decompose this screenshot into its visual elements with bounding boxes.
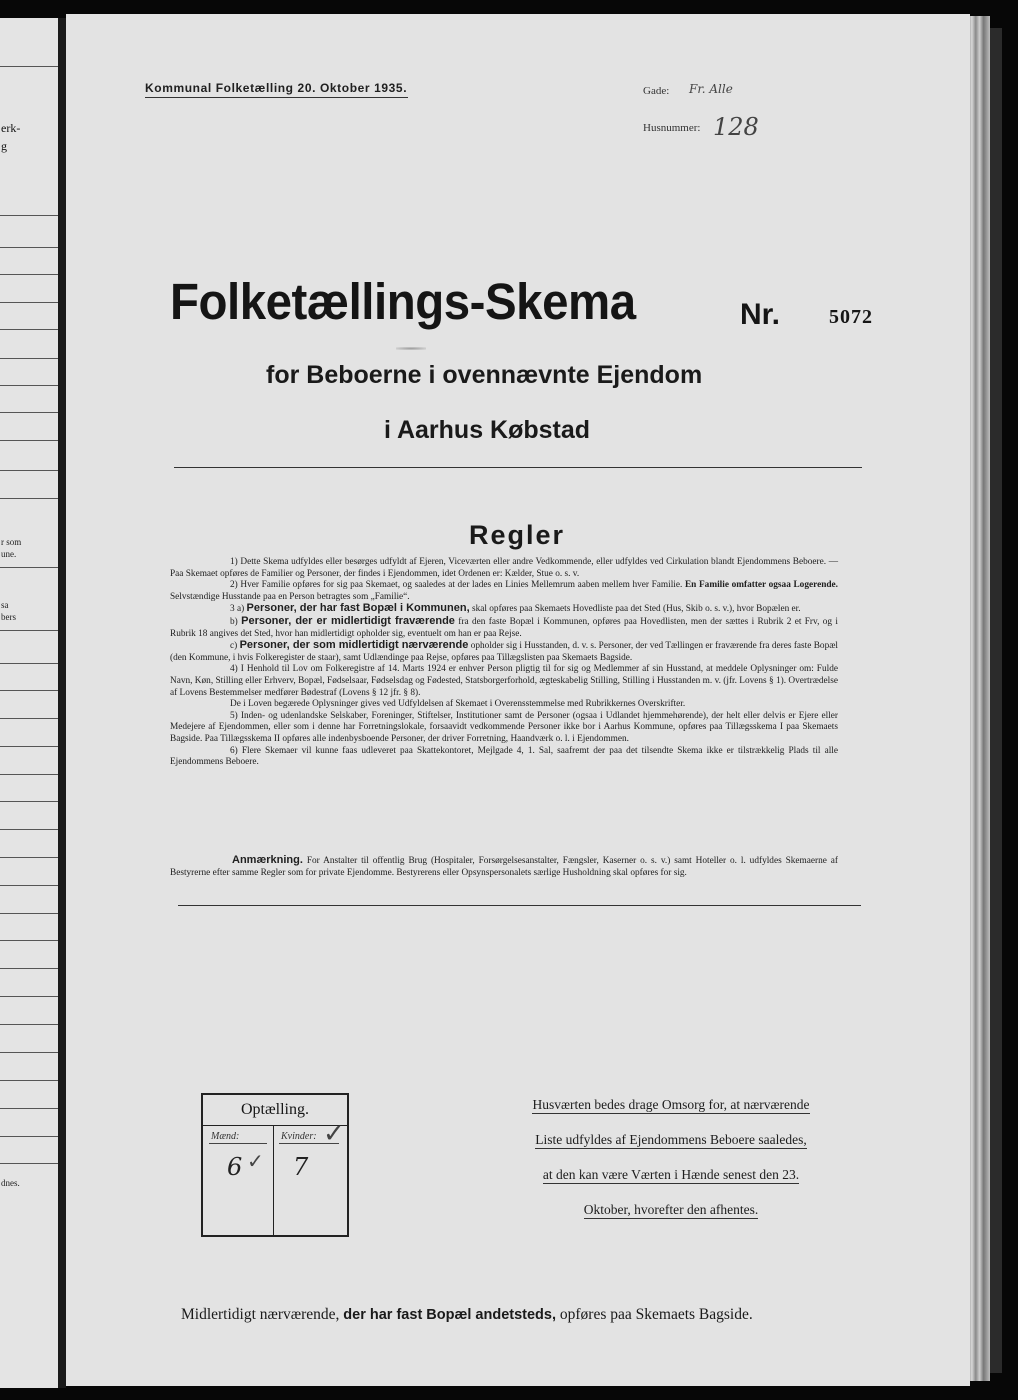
- left-facing-page: [0, 18, 58, 1388]
- divider: [174, 467, 862, 468]
- left-page-rule: [0, 857, 58, 858]
- left-page-fragment: sa: [1, 600, 9, 610]
- notice-line-text: Oktober, hvorefter den afhentes.: [583, 1202, 759, 1217]
- notice-line-text: Liste udfyldes af Ejendommens Beboere saaledes,: [535, 1132, 807, 1147]
- rule-3a-bold: Personer, der har fast Bopæl i Kommunen,: [246, 602, 470, 615]
- divider: [178, 905, 861, 906]
- left-page-rule: [0, 1163, 58, 1164]
- women-count: 7: [293, 1153, 309, 1181]
- left-page-rule: [0, 940, 58, 941]
- left-page-fragment: une.: [1, 549, 17, 559]
- left-page-rule: [0, 1080, 58, 1081]
- form-title: Folketællings-Skema: [170, 273, 636, 330]
- husnummer-label: Husnummer:: [643, 122, 701, 134]
- left-page-fragment: g: [1, 139, 7, 153]
- left-page-rule: [0, 358, 58, 359]
- book-cover-edge: [990, 28, 1002, 1373]
- left-page-rule: [0, 1024, 58, 1025]
- notice-line: [498, 1132, 844, 1148]
- left-page-rule: [0, 412, 58, 413]
- left-page-rule: [0, 567, 58, 568]
- rule-3c: [170, 640, 838, 664]
- left-page-rule: [0, 913, 58, 914]
- rule-3a-text: skal opføres paa Skemaets Hovedliste paa det Sted (Hus, Skib o. s. v.), hvor Bopælen er.: [471, 604, 801, 615]
- left-page-fragment: r som: [1, 537, 22, 547]
- footer-bold: der har fast Bopæl andetsteds,: [343, 1307, 557, 1323]
- left-page-rule: [0, 1136, 58, 1137]
- footer-pre: Midlertidigt nærværende,: [181, 1306, 340, 1323]
- men-underline: [209, 1143, 267, 1144]
- footer-post: opføres paa Skemaets Bagside.: [559, 1306, 753, 1323]
- header-underline: [145, 97, 408, 98]
- husnummer-value: 128: [713, 113, 759, 141]
- remark-label: Anmærkning.: [232, 854, 303, 866]
- left-page-rule: [0, 498, 58, 499]
- left-page-rule: [0, 302, 58, 303]
- notice-line: [498, 1167, 844, 1183]
- left-page-rule: [0, 274, 58, 275]
- tally-title: Optælling.: [203, 1095, 347, 1126]
- left-page-rule: [0, 66, 58, 67]
- women-label: Kvinder:: [281, 1131, 317, 1142]
- tally-divider: [273, 1125, 274, 1235]
- rule-4: 4) I Henhold til Lov om Folkeregistre af 14. Marts 1924 er enhver Person pligtig til for sig og Medlemmer af sin Husstand, at meddele Oplysninger om: Fulde Navn, Køn, Stilling eller Erhverv, Bopæl, Fødselsaar, Fødselsdag og Fødested, Statsborgerforhold, ægteskabelig Stilling, Stilling i Husstanden m. v. (jfr. Lovens § 1). Overtrædelse af Lovens Bestemmelser medfører Bødestraf (Lovens § 12 jfr. § 8).: [170, 664, 838, 698]
- rule-3c-bold: Personer, der som midlertidigt nærværende: [239, 639, 469, 652]
- left-page-rule: [0, 247, 58, 248]
- remark-text: For Anstalter til offentlig Brug (Hospitaler, Forsørgelsesanstalter, Fængsler, Kaserner o. s. v.) samt Hoteller o. l. udfyldes Skemaerne af Bestyrerne efter samme Regler som for private Ejendomme. Bestyrerens eller Opsynspersonalets særlige Husholdning skal opføres for sig.: [170, 856, 839, 878]
- left-page-rule: [0, 329, 58, 330]
- left-page-rule: [0, 885, 58, 886]
- notice-line-text: Husværten bedes drage Omsorg for, at nærværende: [532, 1097, 810, 1112]
- rule-3c-text: opholder sig i Husstanden, d. v. s. Personer, der ved Tællingen er fraværende fra deres faste Bopæl (den Kommune, i hvis Folkeregister de staar), samt Udlændinge paa Rejse, opføres paa Tillægslisten paa Skemaets Bagside.: [170, 641, 839, 663]
- rule-2-bold: En Familie omfatter ogsaa Logerende.: [684, 580, 838, 591]
- number-label: Nr.: [740, 298, 781, 331]
- left-page-rule: [0, 663, 58, 664]
- form-number: 5072: [829, 306, 873, 328]
- remark-paragraph: [170, 855, 838, 879]
- left-page-fragment: erk-: [1, 121, 21, 135]
- gade-value: Fr. Alle: [689, 82, 733, 96]
- rule-3a-number: 3 a): [230, 604, 245, 615]
- men-label: Mænd:: [211, 1131, 240, 1142]
- form-location: i Aarhus Købstad: [384, 416, 591, 444]
- left-page-rule: [0, 1108, 58, 1109]
- rule-3c-number: c): [230, 641, 238, 652]
- census-form-page: [66, 14, 970, 1386]
- rule-1: 1) Dette Skema udfyldes eller besørges udfyldt af Ejeren, Viceværten eller andre Vedkommende, eller udfyldes ved Cirkulation blandt Ejendommens Beboere. — Paa Skemaet opføres de Familier og Personer, der findes i Ejendommen, idet Ordenen er: Kælder, Stue o. s. v.: [170, 557, 838, 579]
- rule-5: 5) Inden- og udenlandske Selskaber, Foreninger, Stiftelser, Institutioner samt de Personer (ogsaa i Udlandet hjemmehørende), der helt eller delvis er Ejere eller Medejere af Ejendommen, eller som i denne har Forretningslokale, forsaavidt vedkommende Personer ikke bor i Aarhus Kommune, opføres paa Tillægsskema I paa Skemaets Bagside. Paa Tillægsskema II opføres alle indenbysboende Personer, der driver Forretning, Haandværk o. l. i Ejendommen.: [170, 710, 838, 744]
- left-page-rule: [0, 630, 58, 631]
- left-page-rule: [0, 385, 58, 386]
- rule-3b: [170, 616, 838, 640]
- census-header: Kommunal Folketælling 20. Oktober 1935.: [145, 81, 408, 95]
- rules-heading: Regler: [469, 520, 566, 550]
- left-page-rule: [0, 470, 58, 471]
- paper-scuff: [396, 347, 426, 350]
- left-page-rule: [0, 996, 58, 997]
- left-page-rule: [0, 1052, 58, 1053]
- check-mark-icon: ✓: [323, 1119, 345, 1149]
- rule-2-text: 2) Hver Familie opføres for sig paa Skemaet, og saaledes at der lades en Linies Mellemrum aaben mellem hver Familie.: [230, 580, 683, 591]
- rule-2: [170, 580, 838, 603]
- tally-box: [201, 1093, 349, 1237]
- left-page-rule: [0, 690, 58, 691]
- notice-line-text: at den kan være Værten i Hænde senest den 23.: [542, 1167, 800, 1182]
- left-page-rule: [0, 440, 58, 441]
- men-count: 6: [227, 1153, 243, 1181]
- left-page-rule: [0, 774, 58, 775]
- notice-line: [498, 1202, 844, 1218]
- rule-6: 6) Flere Skemaer vil kunne faas udleveret paa Skattekontoret, Mejlgade 4, 1. Sal, saafremt der paa det tilsendte Skema ikke er tilstrækkelig Plads til alle Ejendommens Beboere.: [170, 745, 838, 768]
- left-page-rule: [0, 801, 58, 802]
- rule-3b-text: fra den faste Bopæl i Kommunen, opføres paa Hovedlisten, men der sættes i Rubrik 2 et Frv, og i Rubrik 18 angives det Sted, hvor han midlertidigt opholder sig, eventuelt om han er paa Rejse.: [170, 616, 838, 639]
- rule-4b: De i Loven begærede Oplysninger gives ved Udfyldelsen af Skemaet i Overensstemmelse med Rubrikkernes Overskrifter.: [230, 699, 686, 710]
- left-page-rule: [0, 718, 58, 719]
- left-page-fragment: dnes.: [1, 1178, 20, 1188]
- notice-line: [498, 1097, 844, 1113]
- left-page-rule: [0, 968, 58, 969]
- check-mark-icon: ✓: [247, 1149, 264, 1173]
- rule-2-tail: Selvstændige Husstande paa en Person betragtes som „Familie“.: [170, 591, 410, 602]
- form-subtitle: for Beboerne i ovennævnte Ejendom: [266, 361, 703, 389]
- book-gutter: [58, 18, 66, 1388]
- left-page-rule: [0, 746, 58, 747]
- footer-note: [181, 1306, 753, 1324]
- left-page-fragment: bers: [1, 612, 16, 622]
- rules-text: [170, 557, 838, 769]
- gade-label: Gade:: [643, 85, 670, 97]
- left-page-rule: [0, 215, 58, 216]
- rule-3b-number: b): [230, 616, 238, 627]
- left-page-rule: [0, 829, 58, 830]
- rule-3b-bold: Personer, der er midlertidigt fraværende: [241, 614, 455, 627]
